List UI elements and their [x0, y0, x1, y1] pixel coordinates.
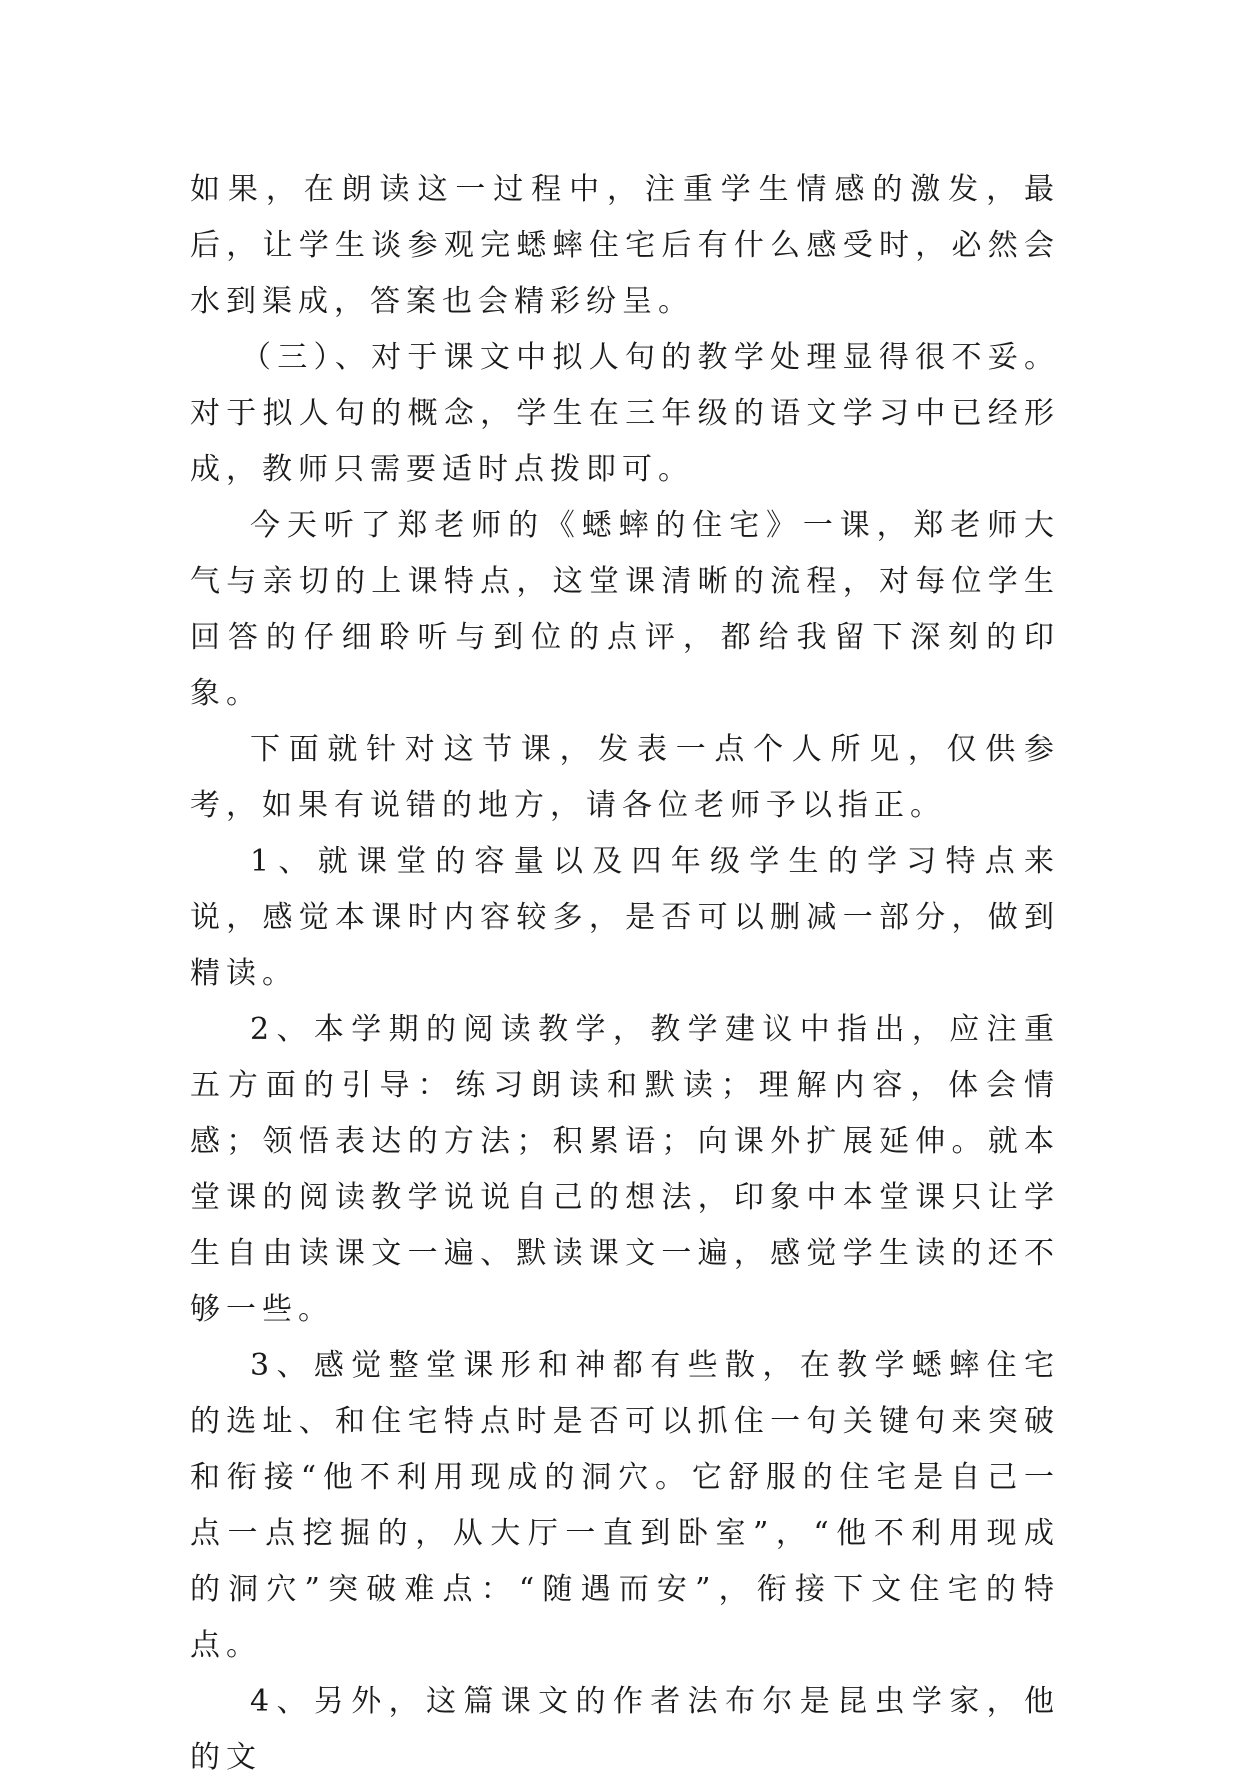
- paragraph-point-1: 1、就课堂的容量以及四年级学生的学习特点来说，感觉本课时内容较多，是否可以删减一部分，做到精读。: [190, 844, 1060, 991]
- paragraph-lesson-impression: 今天听了郑老师的《蟋蟀的住宅》一课，郑老师大气与亲切的上课特点，这堂课清晰的流程，对每位学生回答的仔细聆听与到位的点评，都给我留下深刻的印象。: [190, 508, 1060, 711]
- paragraph-point-2: 2、本学期的阅读教学，教学建议中指出，应注重五方面的引导：练习朗读和默读；理解内容，体会情感；领悟表达的方法；积累语；向课外扩展延伸。就本堂课的阅读教学说说自己的想法，印象中本堂课只让学生自由读课文一遍、默读课文一遍，感觉学生读的还不够一些。: [190, 1012, 1060, 1327]
- paragraph-point-4: 4、另外，这篇课文的作者法布尔是昆虫学家，他的文: [190, 1684, 1060, 1775]
- paragraph-opinion-intro: 下面就针对这节课，发表一点个人所见，仅供参考，如果有说错的地方，请各位老师予以指正。: [190, 732, 1060, 823]
- paragraph-point-3: 3、感觉整堂课形和神都有些散，在教学蟋蟀住宅的选址、和住宅特点时是否可以抓住一句关键句来突破和衔接“他不利用现成的洞穴。它舒服的住宅是自己一点一点挖掘的，从大厅一直到卧室”，“他不利用现成的洞穴”突破难点：“随遇而安”，衔接下文住宅的特点。: [190, 1348, 1060, 1663]
- document-body: [190, 162, 1060, 1786]
- paragraph-continuation: 如果，在朗读这一过程中，注重学生情感的激发，最后，让学生谈参观完蟋蟀住宅后有什么感受时，必然会水到渠成，答案也会精彩纷呈。: [190, 172, 1060, 319]
- paragraph-section-three: （三）、对于课文中拟人句的教学处理显得很不妥。对于拟人句的概念，学生在三年级的语文学习中已经形成，教师只需要适时点拨即可。: [190, 340, 1060, 487]
